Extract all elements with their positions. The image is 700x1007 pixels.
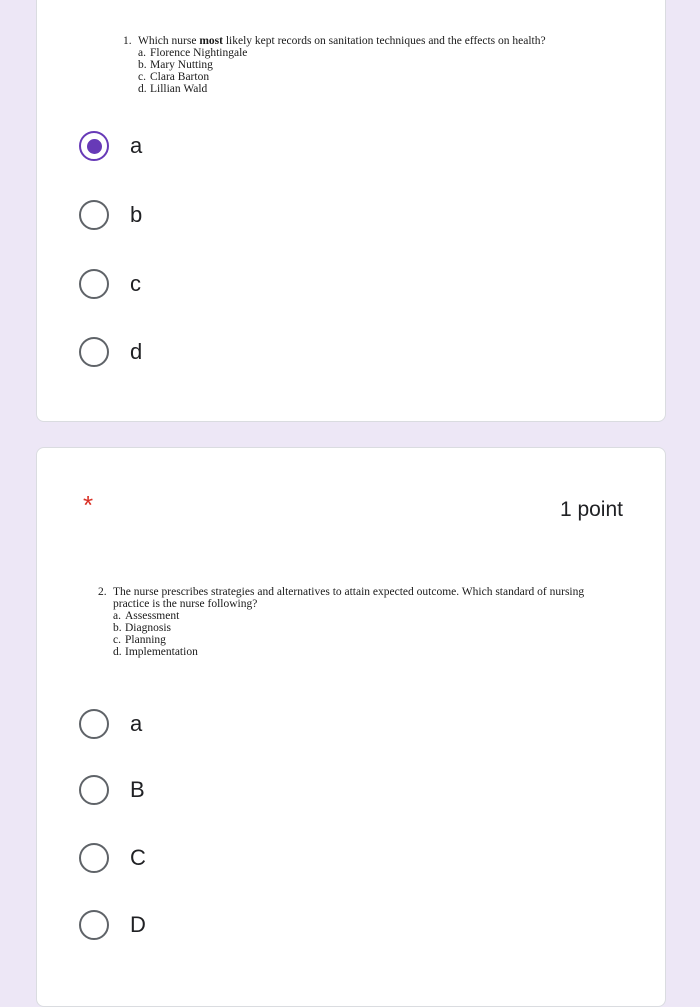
choice-text: c. Clara Barton [138,71,210,83]
radio-button[interactable] [79,843,109,873]
question-2-stem [98,586,618,610]
radio-button[interactable] [79,910,109,940]
radio-button-selected[interactable] [79,131,109,161]
question-1-image [123,35,623,95]
option-label: d [130,339,143,364]
radio-option-b[interactable] [79,195,142,235]
option-label: C [130,845,146,870]
radio-button[interactable] [79,200,109,230]
radio-option-d[interactable] [79,905,146,945]
question-number: 1. [123,35,132,47]
choice-text: a. Assessment [113,610,180,622]
option-label: B [130,777,145,802]
question-text: Which nurse most likely kept records on sanitation techniques and the effects on health? [138,35,546,47]
radio-option-c[interactable] [79,838,146,878]
radio-option-c[interactable] [79,264,141,304]
option-label: D [130,912,146,937]
radio-button[interactable] [79,337,109,367]
radio-option-d[interactable] [79,332,142,372]
choice-text: b. Diagnosis [113,622,171,634]
option-label: a [130,133,143,158]
choice-text: a. Florence Nightingale [138,47,248,59]
required-asterisk: * [83,490,94,520]
choice-text: b. Mary Nutting [138,59,213,71]
question-text: The nurse prescribes strategies and alternatives to attain expected outcome. Which standard of nursing practice is the nurse following? [113,586,585,610]
question-1-stem [123,35,623,47]
points-label: 1 point [559,498,623,521]
choice-text: d. Implementation [113,646,198,658]
question-card-2 [36,447,666,1007]
option-label: b [130,202,143,227]
radio-option-a[interactable] [79,704,142,744]
radio-button[interactable] [79,269,109,299]
question-card-1 [36,0,666,422]
question-number: 2. [98,586,107,598]
option-label: a [130,711,143,736]
option-label: c [130,271,141,296]
radio-option-b[interactable] [79,770,145,810]
radio-button[interactable] [79,709,109,739]
radio-option-a[interactable] [79,126,142,166]
choice-text: d. Lillian Wald [138,83,208,95]
question-2-image [98,586,618,658]
radio-button[interactable] [79,775,109,805]
choice-text: c. Planning [113,634,166,646]
